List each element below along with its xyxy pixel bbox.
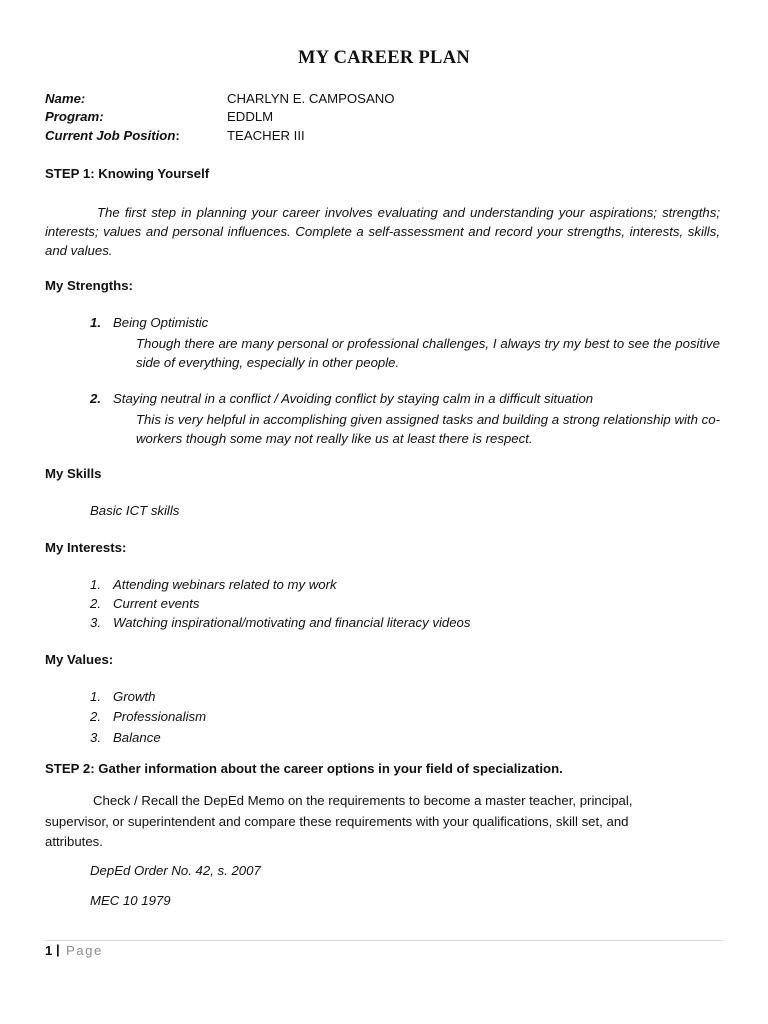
strength-description: Though there are many personal or professional challenges, I always try my best to see the positive side of everything, especially in other people. xyxy=(136,336,720,370)
values-heading: My Values: xyxy=(45,652,114,667)
program-label: Program: xyxy=(45,109,104,124)
value-number: 1. xyxy=(90,689,101,704)
footer-divider xyxy=(45,940,723,941)
interests-heading: My Interests: xyxy=(45,540,127,555)
step2-paragraph: Check / Recall the DepEd Memo on the requirements to become a master teacher, principal, supervisor, or superintendent and compare these requirements with your qualifications, skill set, and attributes. xyxy=(45,793,633,849)
value-item: Balance xyxy=(113,730,161,745)
reference-item: DepEd Order No. 42, s. 2007 xyxy=(90,863,261,878)
program-value: EDDLM xyxy=(227,109,274,124)
interest-number: 3. xyxy=(90,615,101,630)
step1-heading: STEP 1: Knowing Yourself xyxy=(45,166,210,181)
footer-separator: | xyxy=(56,942,60,957)
strength-title: Staying neutral in a conflict / Avoiding conflict by staying calm in a difficult situation xyxy=(113,391,594,406)
job-label-colon: : xyxy=(175,128,180,143)
interest-number: 2. xyxy=(90,596,101,611)
footer-page-label: Page xyxy=(66,943,103,958)
strength-title: Being Optimistic xyxy=(113,315,209,330)
job-value: TEACHER III xyxy=(227,128,305,143)
interest-item: Attending webinars related to my work xyxy=(113,577,337,592)
reference-item: MEC 10 1979 xyxy=(90,893,171,908)
value-item: Growth xyxy=(113,689,156,704)
interest-number: 1. xyxy=(90,577,101,592)
value-number: 2. xyxy=(90,709,101,724)
interest-item: Watching inspirational/motivating and financial literacy videos xyxy=(113,615,471,630)
document-title: MY CAREER PLAN xyxy=(297,48,471,68)
strength-number: 1. xyxy=(90,315,101,330)
strengths-heading: My Strengths: xyxy=(45,278,133,293)
name-label: Name: xyxy=(45,91,86,106)
strength-number: 2. xyxy=(90,391,101,406)
step1-paragraph: The first step in planning your career involves evaluating and understanding your aspirations; strengths; interests; values and personal influences. Complete a self-assessment and record your strengths, interests, skills, and values. xyxy=(45,205,720,258)
skills-heading: My Skills xyxy=(45,466,102,481)
strength-description: This is very helpful in accomplishing given assigned tasks and building a strong relationship with co-workers though some may not really like us at least there is respect. xyxy=(136,412,720,446)
footer-page-number: 1 xyxy=(45,943,53,958)
interest-item: Current events xyxy=(113,596,200,611)
skill-item: Basic ICT skills xyxy=(90,503,180,518)
job-label-row xyxy=(45,128,180,143)
job-label: Current Job Position xyxy=(45,128,176,143)
name-value: CHARLYN E. CAMPOSANO xyxy=(227,91,395,106)
value-number: 3. xyxy=(90,730,101,745)
value-item: Professionalism xyxy=(113,709,207,724)
step2-heading: STEP 2: Gather information about the career options in your field of specialization. xyxy=(45,761,563,776)
